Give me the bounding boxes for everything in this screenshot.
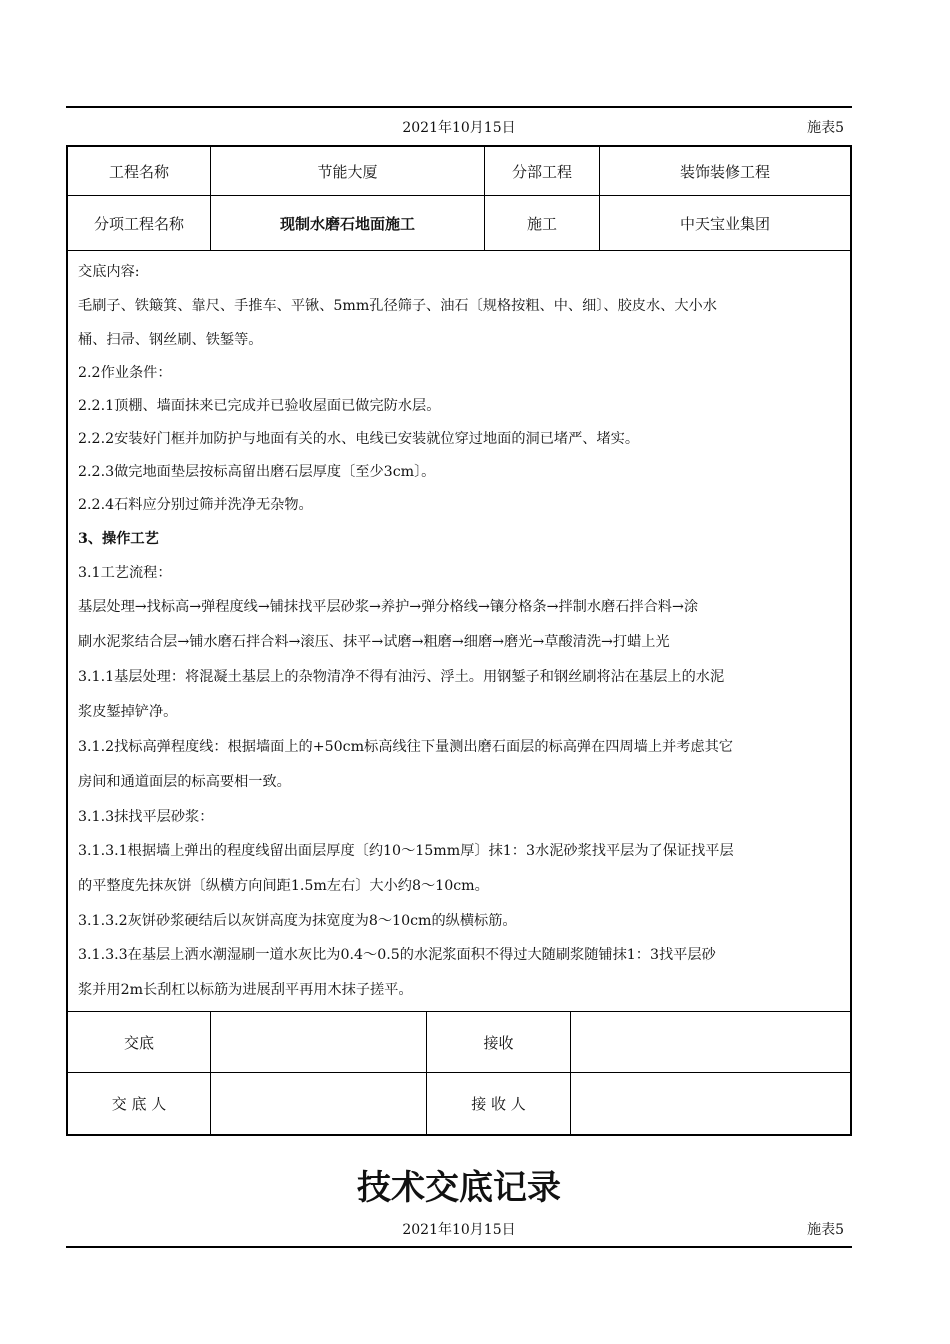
header-line	[66, 117, 852, 137]
subitem-name-value: 现制水磨石地面施工	[211, 196, 485, 250]
content-line: 2.2.2安装好门框并加防护与地面有关的水、电线已安装就位穿过地面的洞已堵严、堵实。	[78, 431, 640, 447]
page-title: 技术交底记录	[357, 1168, 561, 1208]
content-line: 的平整度先抹灰饼〔纵横方向间距1.5m左右〕大小约8～10cm。	[78, 878, 489, 894]
bottom-rule	[66, 1246, 852, 1248]
receiver-label: 接 收 人	[427, 1073, 571, 1134]
content-line: 浆皮錾掉铲净。	[78, 704, 178, 720]
record-sheet	[66, 145, 852, 1136]
content-line: 3.1.3.2灰饼砂浆硬结后以灰饼高度为抹宽度为8～10cm的纵横标筋。	[78, 913, 517, 929]
contractor-label: 施工	[485, 196, 600, 250]
content-line: 桶、扫帚、钢丝刷、铁錾等。	[78, 332, 263, 348]
content-line: 2.2.1顶棚、墙面抹来已完成并已验收屋面已做完防水层。	[78, 398, 441, 414]
sign-row-2	[68, 1073, 850, 1134]
header-form-number: 施表5	[807, 120, 844, 136]
content-line: 房间和通道面层的标高要相一致。	[78, 774, 291, 790]
project-name-value: 节能大厦	[211, 147, 485, 195]
disclose-label: 交底	[68, 1012, 211, 1072]
disclose-field[interactable]	[211, 1012, 427, 1072]
content-line: 2.2作业条件：	[78, 365, 172, 381]
discloser-signature-field[interactable]	[211, 1073, 427, 1134]
content-line: 基层处理→找标高→弹程度线→铺抹找平层砂浆→养护→弹分格线→镶分格条→拌制水磨石拌合料→涂	[78, 599, 699, 615]
division-value: 装饰装修工程	[679, 162, 770, 181]
content-line: 3.1.2找标高弹程度线：根据墙面上的+50cm标高线往下量测出磨石面层的标高弹在四周墙上并考虑其它	[78, 739, 733, 755]
project-name-label: 工程名称	[68, 147, 211, 195]
disclosure-content	[78, 255, 842, 1008]
sign-row-1	[68, 1011, 850, 1073]
next-header-form-number: 施表5	[807, 1222, 844, 1238]
content-line: 3.1.3抹找平层砂浆：	[78, 809, 214, 825]
header-date: 2021年10月15日	[402, 120, 516, 136]
content-line: 3.1.3.1根据墙上弹出的程度线留出面层厚度〔约10～15mm厚〕抹1：3水泥砂浆找平层为了保证找平层	[78, 843, 734, 859]
content-line: 交底内容:	[78, 264, 140, 280]
content-line: 2.2.3做完地面垫层按标高留出磨石层厚度〔至少3cm〕。	[78, 464, 436, 480]
content-line: 刷水泥浆结合层→铺水磨石拌合料→滚压、抹平→试磨→粗磨→细磨→磨光→草酸清洗→打蜡上光	[78, 634, 670, 650]
discloser-label: 交 底 人	[68, 1073, 211, 1134]
content-line: 2.2.4石料应分别过筛并洗净无杂物。	[78, 497, 313, 513]
next-header-line	[66, 1219, 852, 1239]
receiver-signature-field[interactable]	[571, 1073, 850, 1134]
contractor-value: 中天宝业集团	[679, 214, 770, 233]
content-line: 3.1.1基层处理：将混凝土基层上的杂物清净不得有油污、浮土。用钢錾子和钢丝刷将沾在基层上的水泥	[78, 669, 725, 685]
content-line: 毛刷子、铁簸箕、靠尺、手推车、平锹、5mm孔径筛子、油石〔规格按粗、中、细〕、胶皮水、大小水	[78, 298, 717, 314]
receive-label: 接收	[427, 1012, 571, 1072]
receive-field[interactable]	[571, 1012, 850, 1072]
division-label: 分部工程	[485, 147, 600, 195]
top-rule	[66, 106, 852, 108]
content-line: 浆并用2m长刮杠以标筋为进展刮平再用木抹子搓平。	[78, 982, 413, 998]
next-header-date: 2021年10月15日	[402, 1222, 516, 1238]
section-heading: 3、操作工艺	[78, 531, 159, 547]
subitem-name-label: 分项工程名称	[68, 196, 211, 250]
info-row-2	[68, 196, 850, 251]
content-line: 3.1.3.3在基层上洒水潮湿刷一道水灰比为0.4～0.5的水泥浆面积不得过大随刷浆随铺抹1：3找平层砂	[78, 947, 716, 963]
content-line: 3.1工艺流程：	[78, 565, 172, 581]
info-row-1	[68, 147, 850, 196]
